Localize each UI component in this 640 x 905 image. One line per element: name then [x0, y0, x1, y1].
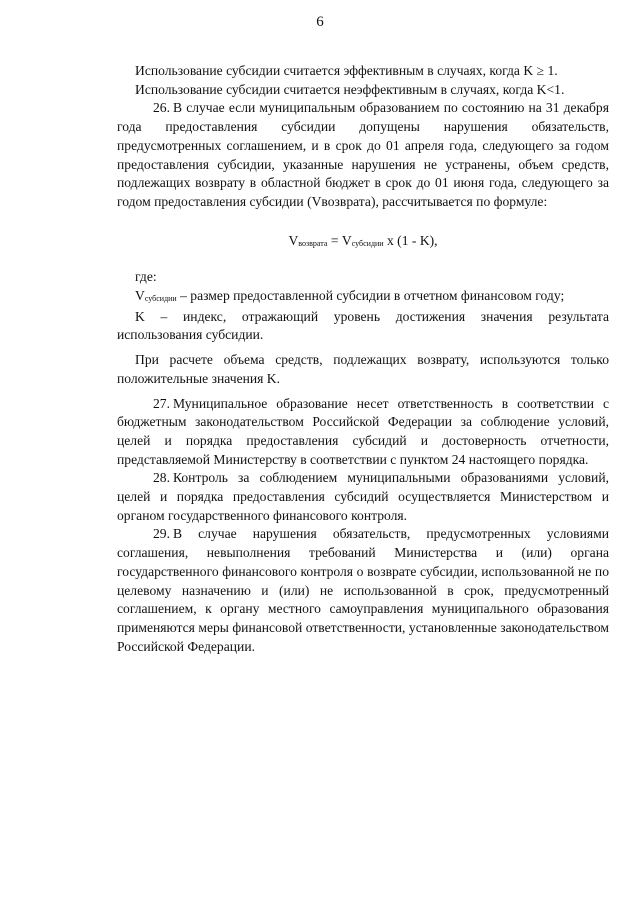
paragraph-29-text: В случае нарушения обязательств, предусмотренных условиями соглашения, невыполнения требований Министерства и (или) органа государственного финансового контроля о возврате субсидии, использованной не по целевому назначению и (или) не использованной в срок, предусмотренный соглашением, к органу местного самоуправления муниципального образования применяются меры финансовой ответственности, установленные законодательством Российской Федерации.	[117, 526, 609, 654]
paragraph-28	[117, 469, 609, 525]
paragraph-27-number: 27.	[153, 395, 170, 411]
definition-k: K – индекс, отражающий уровень достижения значения результата использования субсидии.	[117, 308, 609, 343]
document-body	[117, 62, 609, 656]
return-formula	[117, 232, 609, 253]
paragraph-positive-values: При расчете объема средств, подлежащих возврату, используются только положительные значения K.	[117, 352, 609, 386]
paragraph-26-number: 26.	[153, 100, 170, 116]
formula-equals: = V	[327, 232, 352, 248]
definition-v-symbol: V	[135, 288, 145, 304]
page-number: 6	[316, 14, 324, 30]
paragraph-29	[117, 525, 609, 656]
paragraph-27-text: Муниципальное образование несет ответственность в соответствии с бюджетным законодательством Российской Федерации за соблюдение условий, целей и порядка предоставления субсидий и достоверность отчетности, представляемой Министерству в соответствии с пунктом 24 настоящего порядка.	[117, 395, 609, 467]
formula-end: x (1 - K),	[383, 232, 438, 248]
where-label: где:	[135, 269, 157, 285]
formula-sub-return: возврата	[298, 238, 328, 248]
definition-v-subsidy	[117, 287, 609, 308]
paragraph-effective: Использование субсидии считается эффективным в случаях, когда K ≥ 1.	[135, 63, 558, 78]
paragraph-ineffective: Использование субсидии считается неэффективным в случаях, когда K<1.	[135, 81, 565, 97]
paragraph-27	[117, 395, 609, 470]
paragraph-28-number: 28.	[153, 470, 170, 486]
formula-sub-subsidy: субсидии	[351, 238, 384, 248]
paragraph-26-text: В случае если муниципальным образованием по состоянию на 31 декабря года предоставления субсидии допущены нарушения обязательств, предусмотренных соглашением, и в срок до 01 апреля года, следующего за годом предоставления субсидии, указанные нарушения не устранены, объем средств, подлежащих возврату в областной бюджет в срок до 01 июня года, следующего за годом предоставления субсидии (Vвозврата), рассчитывается по формуле:	[117, 100, 609, 209]
formula-v: V	[288, 232, 299, 248]
paragraph-26	[117, 99, 609, 211]
paragraph-28-text: Контроль за соблюдением муниципальными образованиями условий, целей и порядка предоставления субсидий осуществляется Министерством и органом государственного финансового контроля.	[117, 470, 609, 523]
definition-v-text: – размер предоставленной субсидии в отчетном финансовом году;	[176, 288, 565, 304]
definition-v-sub: субсидии	[144, 294, 177, 304]
paragraph-29-number: 29.	[153, 526, 170, 542]
